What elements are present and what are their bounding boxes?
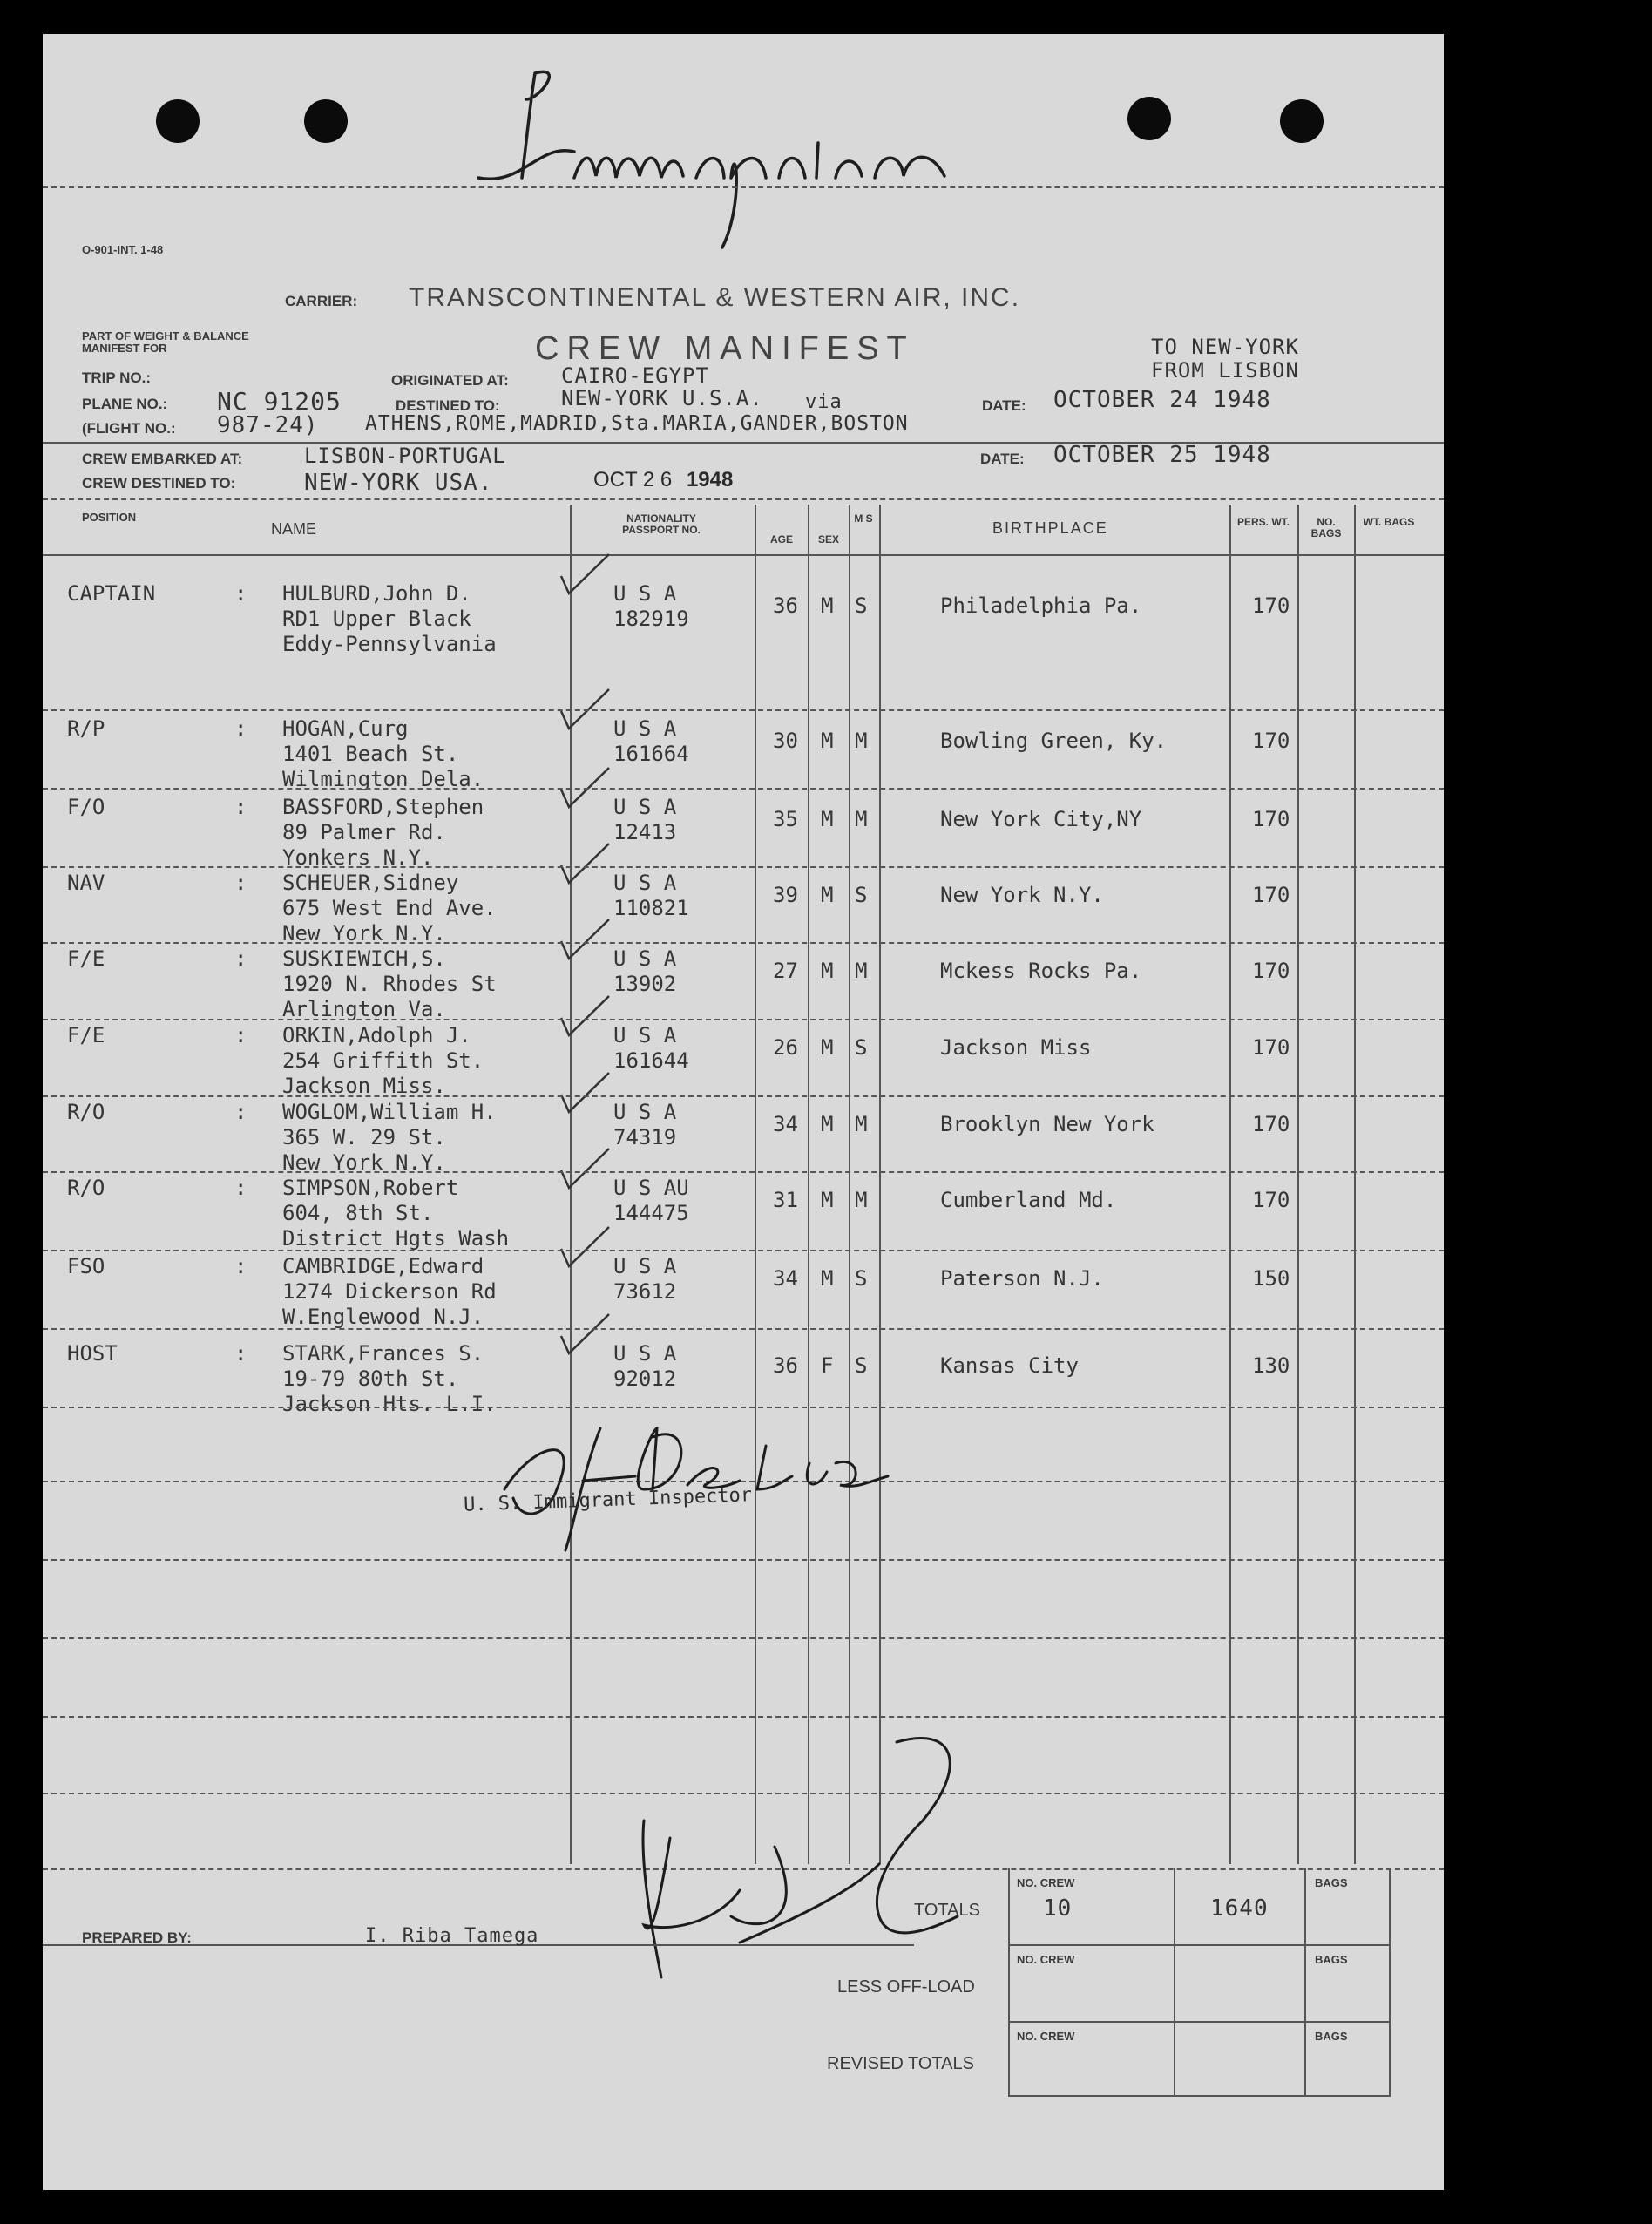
crew-position: R/O bbox=[67, 1100, 105, 1124]
crew-position: CAPTAIN bbox=[67, 581, 156, 606]
weight-balance-note: PART OF WEIGHT & BALANCE MANIFEST FOR bbox=[82, 329, 249, 355]
col-divider-2 bbox=[755, 505, 756, 1864]
plane-no-label: PLANE NO.: bbox=[82, 396, 168, 412]
rule-header-bottom bbox=[43, 554, 1444, 556]
verification-checkmark bbox=[557, 1144, 618, 1205]
crew-passport: 161644 bbox=[613, 1048, 689, 1073]
crew-nationality: U S A bbox=[613, 716, 677, 741]
crew-passport: 144475 bbox=[613, 1201, 689, 1225]
col-position: POSITION bbox=[82, 511, 137, 524]
crew-name: HOGAN,Curg bbox=[282, 716, 409, 741]
verification-checkmark bbox=[557, 839, 618, 900]
prepared-by-signature bbox=[592, 1716, 1027, 1995]
crew-birthplace: Paterson N.J. bbox=[940, 1266, 1104, 1291]
plane-no: NC 91205 bbox=[217, 387, 342, 416]
crew-marital-status: M bbox=[855, 1112, 868, 1136]
punch-hole-4 bbox=[1280, 99, 1324, 143]
totals-rule-1 bbox=[1008, 1944, 1389, 1946]
inspector-stamp: U. S. Immigrant Inspector bbox=[463, 1484, 753, 1516]
crew-sex: M bbox=[821, 959, 834, 983]
prepared-by: I. Riba Tamega bbox=[365, 1925, 539, 1947]
crew-colon: : bbox=[234, 871, 247, 895]
crew-name: STARK,Frances S. bbox=[282, 1341, 484, 1366]
crew-address: 254 Griffith St. bbox=[282, 1048, 484, 1073]
prepared-by-label: PREPARED BY: bbox=[82, 1929, 192, 1946]
verification-checkmark bbox=[557, 992, 618, 1053]
totals-divider-2 bbox=[1304, 1868, 1306, 2097]
rule-table-top bbox=[43, 498, 1444, 500]
perforation-line bbox=[43, 186, 1444, 188]
originated-label: ORIGINATED AT: bbox=[391, 372, 509, 389]
col-pers-wt: PERS. WT. bbox=[1236, 516, 1290, 528]
col-divider-3 bbox=[808, 505, 809, 1864]
crew-embarked: LISBON-PORTUGAL bbox=[304, 444, 506, 468]
crew-birthplace: Kansas City bbox=[940, 1353, 1079, 1378]
verification-checkmark bbox=[557, 550, 618, 611]
bags-label-2: BAGS bbox=[1315, 1953, 1348, 1966]
crew-position: F/E bbox=[67, 946, 105, 971]
rule-row-3 bbox=[43, 866, 1444, 868]
crew-age: 27 bbox=[773, 959, 798, 983]
totals-rule-2 bbox=[1008, 2021, 1389, 2023]
crew-age: 39 bbox=[773, 883, 798, 907]
crew-colon: : bbox=[234, 946, 247, 971]
crew-sex: M bbox=[821, 1112, 834, 1136]
flight-no: 987-24) bbox=[217, 412, 319, 438]
crew-nationality: U S A bbox=[613, 1254, 677, 1278]
inspector-signature bbox=[452, 1393, 905, 1559]
crew-age: 26 bbox=[773, 1035, 798, 1060]
crew-sex: M bbox=[821, 883, 834, 907]
route: ATHENS,ROME,MADRID,Sta.MARIA,GANDER,BOSTON bbox=[365, 412, 909, 435]
crew-position: R/O bbox=[67, 1176, 105, 1200]
crew-age: 30 bbox=[773, 729, 798, 753]
crew-name: CAMBRIDGE,Edward bbox=[282, 1254, 484, 1278]
punch-hole-1 bbox=[156, 99, 200, 143]
col-ms: M S bbox=[854, 512, 873, 525]
less-offload-label: LESS OFF-LOAD bbox=[837, 1977, 975, 1997]
crew-weight: 130 bbox=[1252, 1353, 1290, 1378]
carrier-name: TRANSCONTINENTAL & WESTERN AIR, INC. bbox=[409, 283, 1021, 312]
crew-city: Arlington Va. bbox=[282, 997, 446, 1021]
crew-weight: 170 bbox=[1252, 1112, 1290, 1136]
carrier-label: CARRIER: bbox=[285, 293, 358, 309]
crew-nationality: U S A bbox=[613, 871, 677, 895]
crew-nationality: U S A bbox=[613, 1341, 677, 1366]
immigration-handwriting bbox=[443, 47, 1053, 256]
col-divider-7 bbox=[1297, 505, 1299, 1864]
no-crew-label-2: NO. CREW bbox=[1017, 1953, 1075, 1966]
rule-row-6 bbox=[43, 1095, 1444, 1097]
crew-city: Wilmington Dela. bbox=[282, 767, 484, 791]
crew-passport: 182919 bbox=[613, 607, 689, 631]
crew-marital-status: M bbox=[855, 1188, 868, 1212]
col-sex: SEX bbox=[817, 533, 839, 546]
verification-checkmark bbox=[557, 915, 618, 976]
totals-divider-1 bbox=[1174, 1868, 1175, 2097]
crew-address: 1920 N. Rhodes St bbox=[282, 972, 497, 996]
crew-age: 34 bbox=[773, 1112, 798, 1136]
col-divider-6 bbox=[1229, 505, 1231, 1864]
crew-sex: M bbox=[821, 1266, 834, 1291]
crew-city: District Hgts Wash bbox=[282, 1226, 510, 1251]
crew-city: Jackson Miss. bbox=[282, 1074, 446, 1098]
crew-position: F/O bbox=[67, 795, 105, 819]
col-divider-4 bbox=[849, 505, 850, 1864]
crew-colon: : bbox=[234, 1341, 247, 1366]
crew-name: SUSKIEWICH,S. bbox=[282, 946, 446, 971]
rule-row-13 bbox=[43, 1637, 1444, 1639]
destined-label: DESTINED TO: bbox=[396, 397, 500, 414]
received-stamp-date bbox=[593, 468, 733, 492]
form-number: O-901-INT. 1-48 bbox=[82, 243, 164, 256]
crew-colon: : bbox=[234, 1100, 247, 1124]
no-crew-label-1: NO. CREW bbox=[1017, 1876, 1075, 1889]
total-crew: 10 bbox=[1043, 1895, 1073, 1922]
rule-row-2 bbox=[43, 788, 1444, 790]
verification-checkmark bbox=[557, 685, 618, 746]
crew-city: W.Englewood N.J. bbox=[282, 1305, 484, 1329]
crew-name: ORKIN,Adolph J. bbox=[282, 1023, 471, 1048]
crew-position: R/P bbox=[67, 716, 105, 741]
bags-label-1: BAGS bbox=[1315, 1876, 1348, 1889]
trip-no-label: TRIP NO.: bbox=[82, 370, 152, 386]
crew-city: New York N.Y. bbox=[282, 1150, 446, 1175]
crew-name: WOGLOM,William H. bbox=[282, 1100, 497, 1124]
crew-marital-status: S bbox=[855, 1353, 868, 1378]
crew-city: Jackson Hts. L.I. bbox=[282, 1392, 497, 1416]
crew-birthplace: Bowling Green, Ky. bbox=[940, 729, 1168, 753]
crew-age: 31 bbox=[773, 1188, 798, 1212]
crew-name: SCHEUER,Sidney bbox=[282, 871, 459, 895]
stamp-date: OCT 2 6 bbox=[593, 468, 673, 492]
verification-checkmark bbox=[557, 1068, 618, 1129]
col-nationality: NATIONALITY PASSPORT NO. bbox=[622, 512, 701, 536]
crew-weight: 170 bbox=[1252, 1035, 1290, 1060]
col-no-bags: NO. BAGS bbox=[1310, 516, 1342, 539]
manifest-sheet bbox=[43, 34, 1444, 2190]
crew-city: Eddy-Pennsylvania bbox=[282, 632, 497, 656]
rule-row-7 bbox=[43, 1171, 1444, 1173]
crew-name: BASSFORD,Stephen bbox=[282, 795, 484, 819]
crew-birthplace: Brooklyn New York bbox=[940, 1112, 1154, 1136]
from-lisbon: FROM LISBON bbox=[1151, 358, 1299, 383]
crew-birthplace: New York N.Y. bbox=[940, 883, 1104, 907]
crew-weight: 170 bbox=[1252, 959, 1290, 983]
crew-sex: M bbox=[821, 729, 834, 753]
crew-passport: 161664 bbox=[613, 742, 689, 766]
crew-weight: 170 bbox=[1252, 593, 1290, 618]
total-weight: 1640 bbox=[1210, 1895, 1269, 1922]
manifest-title: CREW MANIFEST bbox=[535, 330, 915, 367]
crew-colon: : bbox=[234, 1023, 247, 1048]
crew-passport: 12413 bbox=[613, 820, 677, 844]
crew-birthplace: Mckess Rocks Pa. bbox=[940, 959, 1142, 983]
crew-sex: M bbox=[821, 807, 834, 831]
crew-birthplace: Philadelphia Pa. bbox=[940, 593, 1142, 618]
date2-label: DATE: bbox=[980, 451, 1025, 467]
verification-checkmark bbox=[557, 763, 618, 824]
crew-date: OCTOBER 25 1948 bbox=[1053, 442, 1271, 468]
crew-weight: 170 bbox=[1252, 883, 1290, 907]
no-crew-label-3: NO. CREW bbox=[1017, 2030, 1075, 2043]
crew-nationality: U S A bbox=[613, 795, 677, 819]
crew-name: HULBURD,John D. bbox=[282, 581, 471, 606]
col-name: NAME bbox=[271, 520, 317, 538]
verification-checkmark bbox=[557, 1310, 618, 1371]
rule-row-1 bbox=[43, 709, 1444, 711]
via-text: via bbox=[805, 391, 843, 413]
crew-sex: M bbox=[821, 1035, 834, 1060]
crew-city: New York N.Y. bbox=[282, 921, 446, 946]
col-divider-5 bbox=[879, 505, 881, 1864]
crew-sex: M bbox=[821, 1188, 834, 1212]
crew-colon: : bbox=[234, 1176, 247, 1200]
totals-label: TOTALS bbox=[914, 1901, 980, 1920]
destined-to: NEW-YORK U.S.A. bbox=[561, 386, 763, 410]
crew-position: F/E bbox=[67, 1023, 105, 1048]
crew-position: NAV bbox=[67, 871, 105, 895]
crew-nationality: U S A bbox=[613, 946, 677, 971]
rule-row-4 bbox=[43, 942, 1444, 944]
crew-passport: 73612 bbox=[613, 1279, 677, 1304]
crew-nationality: U S A bbox=[613, 581, 677, 606]
crew-passport: 74319 bbox=[613, 1125, 677, 1149]
col-birthplace: BIRTHPLACE bbox=[992, 519, 1108, 537]
crew-address: 89 Palmer Rd. bbox=[282, 820, 446, 844]
crew-name: SIMPSON,Robert bbox=[282, 1176, 459, 1200]
crew-age: 35 bbox=[773, 807, 798, 831]
crew-address: 604, 8th St. bbox=[282, 1201, 434, 1225]
crew-nationality: U S A bbox=[613, 1100, 677, 1124]
crew-birthplace: Jackson Miss bbox=[940, 1035, 1092, 1060]
crew-marital-status: M bbox=[855, 807, 868, 831]
bags-label-3: BAGS bbox=[1315, 2030, 1348, 2043]
crew-address: 1274 Dickerson Rd bbox=[282, 1279, 497, 1304]
crew-marital-status: S bbox=[855, 1035, 868, 1060]
punch-hole-2 bbox=[304, 99, 348, 143]
crew-age: 34 bbox=[773, 1266, 798, 1291]
crew-weight: 150 bbox=[1252, 1266, 1290, 1291]
col-age: AGE bbox=[769, 533, 793, 546]
crew-weight: 170 bbox=[1252, 807, 1290, 831]
crew-passport: 92012 bbox=[613, 1366, 677, 1391]
crew-city: Yonkers N.Y. bbox=[282, 845, 434, 870]
crew-destined-label: CREW DESTINED TO: bbox=[82, 475, 236, 492]
crew-marital-status: S bbox=[855, 593, 868, 618]
rule-row-9 bbox=[43, 1328, 1444, 1330]
crew-colon: : bbox=[234, 581, 247, 606]
crew-marital-status: S bbox=[855, 883, 868, 907]
crew-colon: : bbox=[234, 1254, 247, 1278]
crew-weight: 170 bbox=[1252, 729, 1290, 753]
col-wt-bags: WT. BAGS bbox=[1363, 516, 1415, 528]
crew-birthplace: New York City,NY bbox=[940, 807, 1142, 831]
crew-nationality: U S AU bbox=[613, 1176, 689, 1200]
crew-marital-status: M bbox=[855, 959, 868, 983]
crew-address: 1401 Beach St. bbox=[282, 742, 459, 766]
date-label: DATE: bbox=[982, 397, 1026, 414]
col-divider-8 bbox=[1354, 505, 1356, 1864]
crew-address: 19-79 80th St. bbox=[282, 1366, 459, 1391]
crew-address: RD1 Upper Black bbox=[282, 607, 471, 631]
crew-embarked-label: CREW EMBARKED AT: bbox=[82, 451, 243, 467]
originated-at: CAIRO-EGYPT bbox=[561, 363, 709, 388]
crew-age: 36 bbox=[773, 593, 798, 618]
verification-checkmark bbox=[557, 1223, 618, 1284]
crew-weight: 170 bbox=[1252, 1188, 1290, 1212]
rule-row-12 bbox=[43, 1559, 1444, 1561]
crew-sex: M bbox=[821, 593, 834, 618]
crew-position: FSO bbox=[67, 1254, 105, 1278]
crew-sex: F bbox=[821, 1353, 834, 1378]
crew-marital-status: S bbox=[855, 1266, 868, 1291]
crew-colon: : bbox=[234, 795, 247, 819]
crew-position: HOST bbox=[67, 1341, 118, 1366]
flight-date: OCTOBER 24 1948 bbox=[1053, 387, 1271, 413]
punch-hole-3 bbox=[1127, 97, 1171, 140]
crew-colon: : bbox=[234, 716, 247, 741]
crew-passport: 110821 bbox=[613, 896, 689, 920]
to-new-york: TO NEW-YORK bbox=[1151, 335, 1299, 359]
crew-nationality: U S A bbox=[613, 1023, 677, 1048]
crew-address: 675 West End Ave. bbox=[282, 896, 497, 920]
crew-age: 36 bbox=[773, 1353, 798, 1378]
crew-address: 365 W. 29 St. bbox=[282, 1125, 446, 1149]
revised-totals-label: REVISED TOTALS bbox=[827, 2054, 974, 2073]
crew-destined: NEW-YORK USA. bbox=[304, 470, 493, 496]
flight-no-label: (FLIGHT NO.: bbox=[82, 420, 176, 437]
rule-row-5 bbox=[43, 1019, 1444, 1020]
crew-passport: 13902 bbox=[613, 972, 677, 996]
rule-row-8 bbox=[43, 1250, 1444, 1251]
crew-marital-status: M bbox=[855, 729, 868, 753]
stamp-year: 1948 bbox=[686, 468, 734, 492]
crew-birthplace: Cumberland Md. bbox=[940, 1188, 1117, 1212]
